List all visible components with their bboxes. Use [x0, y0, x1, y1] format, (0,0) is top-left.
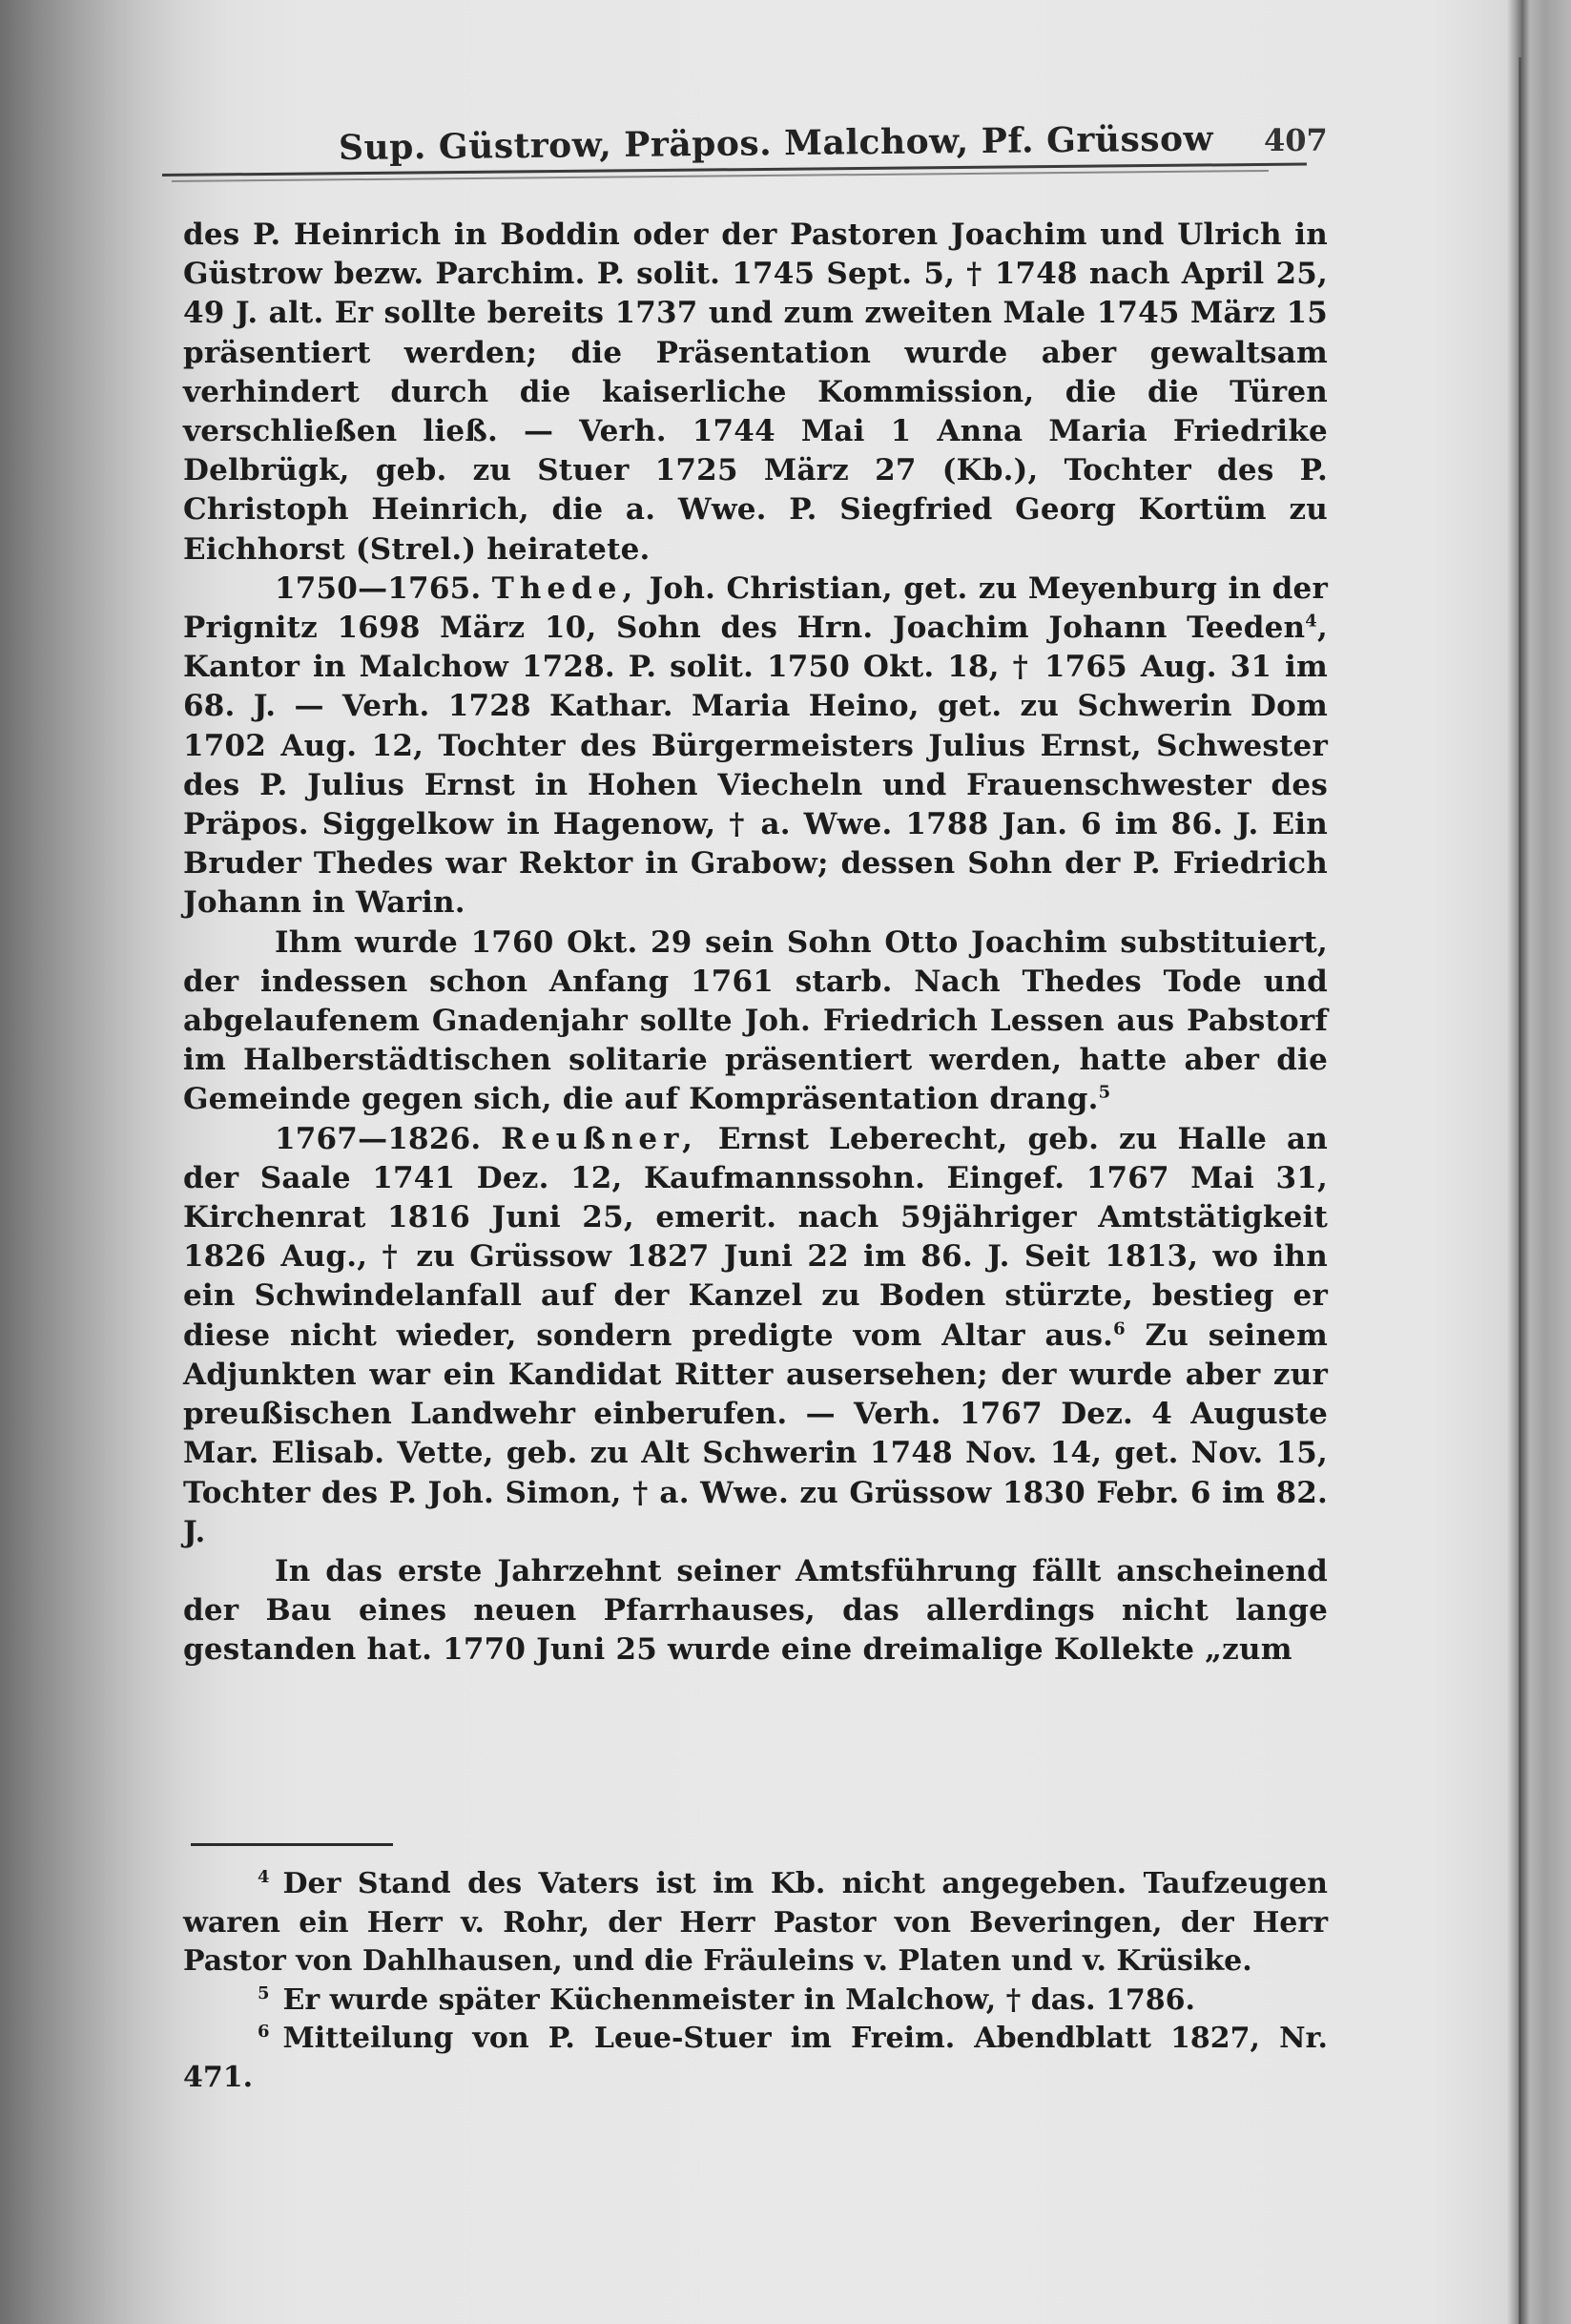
paragraph-text: Ernst Leberecht, geb. zu Halle an der Saale 1741 Dez. 12, Kaufmannssohn. Eingef. 1767 Mai 31, Kirchenrat 1816 Juni 25, emerit. nach 59jähriger Amtstätigkeit 1826 Aug., † zu Grüssow 1827 Juni 22 im 86. J. Seit 1813, wo ihn ein Schwindelanfall auf der Kanzel zu Boden stürzte, bestieg er diese nicht wieder, sondern predigte vom Altar aus. [183, 1121, 1329, 1353]
body-text [183, 216, 1328, 1670]
paragraph-substitution [183, 923, 1328, 1120]
footnote-5 [183, 1982, 1328, 2021]
page-number: 407 [1264, 122, 1328, 158]
paragraph-text: , Kantor in Malchow 1728. P. solit. 1750 Okt. 18, † 1765 Aug. 31 im 68. J. — Verh. 1728 Kathar. Maria Heino, get. zu Schwerin Dom 1702 Aug. 12, Tochter des Bürgermeisters Julius Ernst, Schwester des P. Julius Ernst in Hohen Viecheln und Frauenschwester des Präpos. Siggelkow in Hagenow, † a. Wwe. 1788 Jan. 6 im 86. J. Ein Bruder Thedes war Rektor in Grabow; dessen Sohn der P. Friedrich Johann in Warin. [183, 611, 1328, 921]
footnote-text: Er wurde später Küchenmeister in Malchow, † das. 1786. [282, 1982, 1195, 2017]
paragraph-text: Joh. Christian, get. zu Meyenburg in der Prignitz 1698 März 10, Sohn des Hrn. Joachim Johann Teeden [183, 571, 1328, 646]
paragraph-text: In das erste Jahrzehnt seiner Amtsführung fällt anscheinend der Bau eines neuen Pfarrhauses, das allerdings nicht lange gestanden hat. 1770 Juni 25 wurde eine dreimalige Kollekte „zum [183, 1553, 1328, 1668]
footnote-ref[interactable]: 5 [1098, 1083, 1111, 1104]
footnote-6 [183, 2020, 1328, 2097]
footnote-ref[interactable]: 4 [1305, 611, 1317, 632]
paragraph-entry-thede [183, 570, 1328, 923]
running-title: Sup. Güstrow, Präpos. Malchow, Pf. Grüssow [338, 118, 1214, 168]
footnote-rule [191, 1843, 393, 1846]
paragraph-text: Ihm wurde 1760 Okt. 29 sein Sohn Otto Joachim substituiert, der indessen schon Anfang 1761 starb. Nach Thedes Tode und abgelaufenem Gnadenjahr sollte Joh. Friedrich Lessen aus Pabstorf im Halberstädtischen solitarie präsentiert werden, hatte aber die Gemeinde gegen sich, die auf Kompräsentation drang. [183, 924, 1328, 1117]
paragraph-text: des P. Heinrich in Boddin oder der Pastoren Joachim und Ulrich in Güstrow bezw. Parchim. P. solit. 1745 Sept. 5, † 1748 nach April 25, 49 J. alt. Er sollte bereits 1737 und zum zweiten Male 1745 März 15 präsentiert werden; die Präsentation wurde aber gewaltsam verhindert durch die kaiserliche Kommission, die die Türen verschließen ließ. — Verh. 1744 Mai 1 Anna Maria Friedrike Delbrügk, geb. zu Stuer 1725 März 27 (Kb.), Tochter des P. Christoph Heinrich, die a. Wwe. P. Siegfried Georg Kortüm zu Eichhorst (Strel.) heiratete. [183, 218, 1328, 567]
footnote-number: 6 [258, 2022, 270, 2042]
paragraph-text: Zu seinem Adjunkten war ein Kandidat Ritter ausersehen; der wurde aber zur preußischen Landwehr einberufen. — Verh. 1767 Dez. 4 Auguste Mar. Elisab. Vette, geb. zu Alt Schwerin 1748 Nov. 14, get. Nov. 15, Tochter des P. Joh. Simon, † a. Wwe. zu Grüssow 1830 Febr. 6 im 82. J. [183, 1318, 1328, 1549]
entry-years: 1767—1826. [275, 1121, 482, 1156]
paragraph-continuation [183, 216, 1328, 570]
footnote-ref[interactable]: 6 [1113, 1318, 1126, 1339]
footnote-number: 4 [258, 1867, 270, 1887]
entry-name: Thede, [491, 571, 639, 606]
binding-shadow [1519, 57, 1521, 2324]
footnotes [183, 1865, 1328, 2097]
entry-years: 1750—1765. [275, 571, 482, 606]
entry-name: Reußner, [501, 1121, 698, 1156]
footnote-number: 5 [258, 1982, 270, 2003]
footnote-4 [183, 1865, 1328, 1982]
paragraph-entry-reussner [183, 1120, 1328, 1552]
paragraph-pfarrhaus [183, 1552, 1328, 1670]
footnote-text: Mitteilung von P. Leue-Stuer im Freim. Abendblatt 1827, Nr. 471. [183, 2022, 1328, 2094]
footnote-text: Der Stand des Vaters ist im Kb. nicht angegeben. Taufzeugen waren ein Herr v. Rohr, der Herr Pastor von Beveringen, der Herr Pastor von Dahlhausen, und die Fräuleins v. Platen und v. Krüsike. [183, 1867, 1328, 1978]
